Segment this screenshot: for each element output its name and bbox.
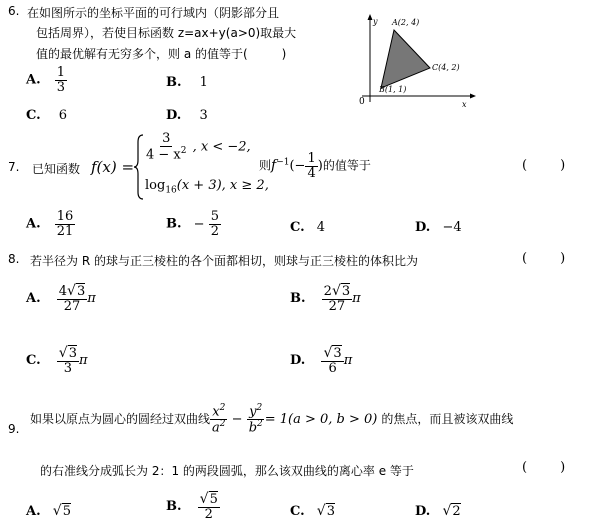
q7-finv: f xyxy=(271,157,277,174)
q9-option-d-rad: 2 xyxy=(452,504,461,519)
q8-option-c-num: √3 xyxy=(58,345,77,361)
q7-piece1-den: $4 - x^2$ xyxy=(146,145,187,162)
q6-number: 6. xyxy=(8,4,20,18)
q9-option-c-label: C. xyxy=(290,504,305,519)
q9-number: 9. xyxy=(8,422,20,436)
q7-option-d xyxy=(415,220,462,235)
q8-option-d-pi: π xyxy=(343,353,353,369)
q6-option-c-value: 6 xyxy=(58,108,68,123)
q6-shaded-region xyxy=(381,30,430,88)
q6-option-a-den: 3 xyxy=(56,79,66,95)
q9-b2: $b^2$ xyxy=(248,418,263,436)
q7-piece1-num: 3 xyxy=(162,131,171,146)
q7-option-b-num: 5 xyxy=(210,209,219,224)
q6-point-b-label: B(1, 1) xyxy=(379,85,407,94)
q9-option-a-rad: 5 xyxy=(62,504,71,519)
q7-then-word: 则 xyxy=(259,158,272,173)
q7-arg-frac xyxy=(305,152,317,180)
q9-option-b-den: 2 xyxy=(204,506,213,522)
q9-line1 xyxy=(30,404,513,435)
q7-fx: f(x) = xyxy=(91,158,135,176)
q9-option-a-label: A. xyxy=(26,504,41,519)
q8-option-d xyxy=(290,346,352,375)
q8-option-b-den: 27 xyxy=(328,298,346,314)
q6-feasible-region-graph xyxy=(352,8,482,110)
q6-origin-label: 0 xyxy=(359,97,365,107)
q6-option-a-frac xyxy=(55,66,67,94)
q7-option-b-den: 2 xyxy=(210,223,219,239)
q7-answer-paren: ( ) xyxy=(522,158,566,173)
q7-option-d-value: −4 xyxy=(442,220,462,235)
q6-line2: 包括周界），若使目标函数 z=ax+y(a>0)取最大 xyxy=(36,26,297,40)
q8-option-a-frac xyxy=(57,284,87,313)
q8-option-d-label: D. xyxy=(290,353,306,369)
q6-y-axis-arrow xyxy=(368,14,373,20)
q7-option-a-den: 21 xyxy=(56,223,74,239)
q6-option-b-value: 1 xyxy=(199,75,208,90)
q7-finv-sup: −1 xyxy=(276,157,290,168)
q8-option-d-frac xyxy=(321,346,343,375)
q9-x2: $x^2$ xyxy=(212,403,226,420)
q7-piece1-cond: , x < −2, xyxy=(192,139,251,155)
q8-option-c-pi: π xyxy=(79,353,88,369)
q7-number: 7. xyxy=(8,160,20,174)
q9-text1: 如果以原点为圆心的圆经过双曲线 xyxy=(30,411,211,426)
q6-line3-close: ) xyxy=(281,47,287,61)
q9-line2: 的右准线分成弧长为 2：1 的两段圆弧，那么该双曲线的离心率 e 等于 xyxy=(40,464,414,478)
q7-piece2 xyxy=(145,178,269,196)
q8-option-a-pi: π xyxy=(87,291,96,307)
q9-option-a: A. √5 xyxy=(26,503,71,519)
q6-option-a-label: A. xyxy=(26,72,41,88)
q7-piece2-rest: (x + 3), x ≥ 2, xyxy=(176,178,269,193)
q7-option-c-value: 4 xyxy=(316,220,326,235)
q8-option-b xyxy=(290,284,361,313)
q7-option-c-label: C. xyxy=(290,220,305,235)
q8-number: 8. xyxy=(8,252,20,266)
q7-option-b-label: B. xyxy=(166,216,182,232)
q6-option-a xyxy=(26,66,67,94)
q6-x-label: x xyxy=(462,100,467,109)
q9-option-d-label: D. xyxy=(415,504,431,519)
q9-option-b xyxy=(166,492,220,521)
q6-option-c xyxy=(26,108,67,123)
q9-eq: = 1(a > 0, b > 0) xyxy=(264,411,378,427)
q8-option-a-label: A. xyxy=(26,291,41,307)
q8-option-a xyxy=(26,284,96,313)
q7-option-b-sign: − xyxy=(193,216,205,232)
q8-option-b-label: B. xyxy=(290,291,306,307)
q7-option-a-frac xyxy=(55,210,76,238)
q6-line3-text: 值的最优解有无穷多个，则 a 的值等于( xyxy=(36,47,248,61)
q6-line1: 在如图所示的坐标平面的可行域内（阴影部分且 xyxy=(27,6,280,20)
q9-option-b-num: √5 xyxy=(199,491,218,507)
q9-minus: − xyxy=(227,411,247,427)
q9-option-d: D. √2 xyxy=(415,503,461,519)
q8-text: 若半径为 R 的球与正三棱柱的各个面都相切，则球与正三棱柱的体积比为 xyxy=(30,254,418,268)
q7-arg-den: 4 xyxy=(307,165,316,181)
q6-option-c-label: C. xyxy=(26,108,41,123)
q7-piece2-log: log xyxy=(145,178,166,193)
q8-option-c-den: 3 xyxy=(63,360,73,376)
q6-point-c-label: C(4, 2) xyxy=(432,63,460,72)
q6-point-a-label: A(2, 4) xyxy=(392,18,420,27)
q6-y-label: y xyxy=(373,17,378,26)
q7-tail: 的值等于 xyxy=(322,158,371,173)
q8-option-a-den: 27 xyxy=(63,298,81,314)
q8-option-d-den: 6 xyxy=(328,360,337,376)
q7-option-a-label: A. xyxy=(26,216,41,232)
q7-arg-close: ) xyxy=(317,158,323,174)
q8-option-a-num: 4√3 xyxy=(58,283,86,299)
q7-intro: 已知函数 xyxy=(32,162,81,176)
q9-option-b-label: B. xyxy=(166,499,182,515)
q9-text2: 的焦点，而且被该双曲线 xyxy=(381,411,514,426)
q7-piece1 xyxy=(144,132,251,162)
q7-option-d-label: D. xyxy=(415,220,431,235)
q8-answer-paren: ( ) xyxy=(522,251,566,266)
q9-y2: $y^2$ xyxy=(249,403,263,420)
q7-option-b-frac xyxy=(209,210,221,238)
q9-y-frac xyxy=(247,404,265,435)
q7-piece2-base: 16 xyxy=(165,185,177,196)
q8-option-b-num: 2√3 xyxy=(323,283,351,299)
q8-option-b-frac xyxy=(322,284,352,313)
q7-option-b xyxy=(166,210,221,238)
q6-option-a-num: 1 xyxy=(56,65,66,80)
q6-option-b xyxy=(166,75,208,90)
q6-option-d xyxy=(166,108,208,123)
q6-line3 xyxy=(36,45,286,62)
q7-arg-num: 1 xyxy=(307,151,316,166)
q9-answer-paren: ( ) xyxy=(522,460,566,475)
q7-brace xyxy=(134,134,144,200)
q7-option-a xyxy=(26,210,75,238)
q7-option-c xyxy=(290,220,325,235)
q9-option-b-frac xyxy=(198,492,220,521)
q6-option-d-value: 3 xyxy=(199,108,208,123)
q6-x-axis-arrow xyxy=(470,94,476,99)
q9-x-frac xyxy=(210,404,228,435)
q6-option-b-label: B. xyxy=(166,75,182,90)
q8-option-c-label: C. xyxy=(26,353,41,369)
q9-option-c: C. √3 xyxy=(290,503,335,519)
q8-option-d-num: √3 xyxy=(323,345,342,361)
q8-option-b-pi: π xyxy=(352,291,361,307)
q7-option-a-num: 16 xyxy=(56,209,74,224)
q7-arg-open: (− xyxy=(289,158,306,174)
q9-option-c-rad: 3 xyxy=(326,504,335,519)
q7-then xyxy=(259,152,371,180)
q8-option-c xyxy=(26,346,88,375)
q8-option-c-frac xyxy=(57,346,79,375)
q6-option-d-label: D. xyxy=(166,108,182,123)
q7-piece1-frac xyxy=(144,132,189,162)
q9-a2: $a^2$ xyxy=(212,418,226,436)
